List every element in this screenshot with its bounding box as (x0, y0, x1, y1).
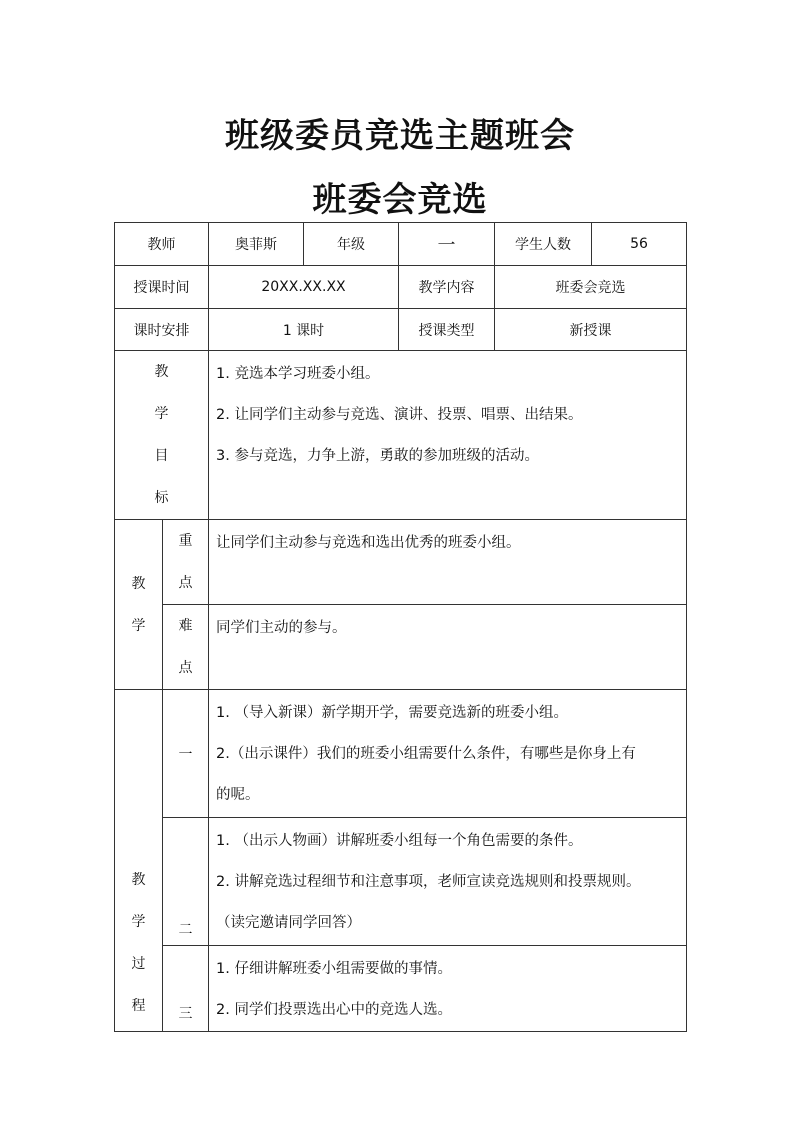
lesson-plan-table (114, 222, 687, 1032)
step-2-number: 二 (163, 818, 209, 946)
hours-label: 课时安排 (115, 309, 209, 351)
step-1-number: 一 (163, 690, 209, 818)
content-value: 班委会竞选 (495, 266, 687, 309)
students-label: 学生人数 (495, 223, 592, 266)
time-label: 授课时间 (115, 266, 209, 309)
step-3-content: 1. 仔细讲解班委小组需要做的事情。 2. 同学们投票选出心中的竞选人选。 (209, 946, 687, 1032)
difficult-point-label: 难 点 (163, 605, 209, 690)
info-row-3 (115, 309, 687, 351)
document-title: 班级委员竞选主题班会 (225, 116, 575, 156)
time-value: 20XX.XX.XX (209, 266, 399, 309)
students-value: 56 (592, 223, 687, 266)
grade-value: 一 (399, 223, 495, 266)
difficult-point-row (115, 605, 687, 690)
process-step-3-row (115, 946, 687, 1032)
type-label: 授课类型 (399, 309, 495, 351)
process-label: 教 学 过 程 (115, 690, 163, 1032)
process-step-1-row (115, 690, 687, 818)
content-label: 教学内容 (399, 266, 495, 309)
difficult-point-content: 同学们主动的参与。 (209, 605, 687, 690)
objectives-row (115, 351, 687, 520)
key-point-row (115, 520, 687, 605)
step-1-content: 1. （导入新课）新学期开学，需要竞选新的班委小组。 2.（出示课件）我们的班委小组需要什么条件，有哪些是你身上有 的呢。 (209, 690, 687, 818)
objectives-label: 教 学 目 标 (115, 351, 209, 520)
type-value: 新授课 (495, 309, 687, 351)
objective-item: 2. 让同学们主动参与竞选、演讲、投票、唱票、出结果。 (216, 407, 583, 423)
objective-item: 3. 参与竞选，力争上游，勇敢的参加班级的活动。 (216, 448, 539, 464)
key-point-content: 让同学们主动参与竞选和选出优秀的班委小组。 (209, 520, 687, 605)
hours-value: 1 课时 (209, 309, 399, 351)
step-3-number: 三 (163, 946, 209, 1032)
info-row-2 (115, 266, 687, 309)
step-2-content: 1. （出示人物画）讲解班委小组每一个角色需要的条件。 2. 讲解竞选过程细节和注意事项，老师宣读竞选规则和投票规则。 （读完邀请同学回答） (209, 818, 687, 946)
teacher-label: 教师 (115, 223, 209, 266)
objective-item: 1. 竞选本学习班委小组。 (216, 366, 380, 382)
document-subtitle: 班委会竞选 (312, 180, 488, 220)
grade-label: 年级 (304, 223, 399, 266)
objectives-content (209, 351, 687, 520)
process-step-2-row (115, 818, 687, 946)
teacher-value: 奥菲斯 (209, 223, 304, 266)
focus-label: 教 学 (115, 520, 163, 690)
info-row-1 (115, 223, 687, 266)
key-point-label: 重 点 (163, 520, 209, 605)
